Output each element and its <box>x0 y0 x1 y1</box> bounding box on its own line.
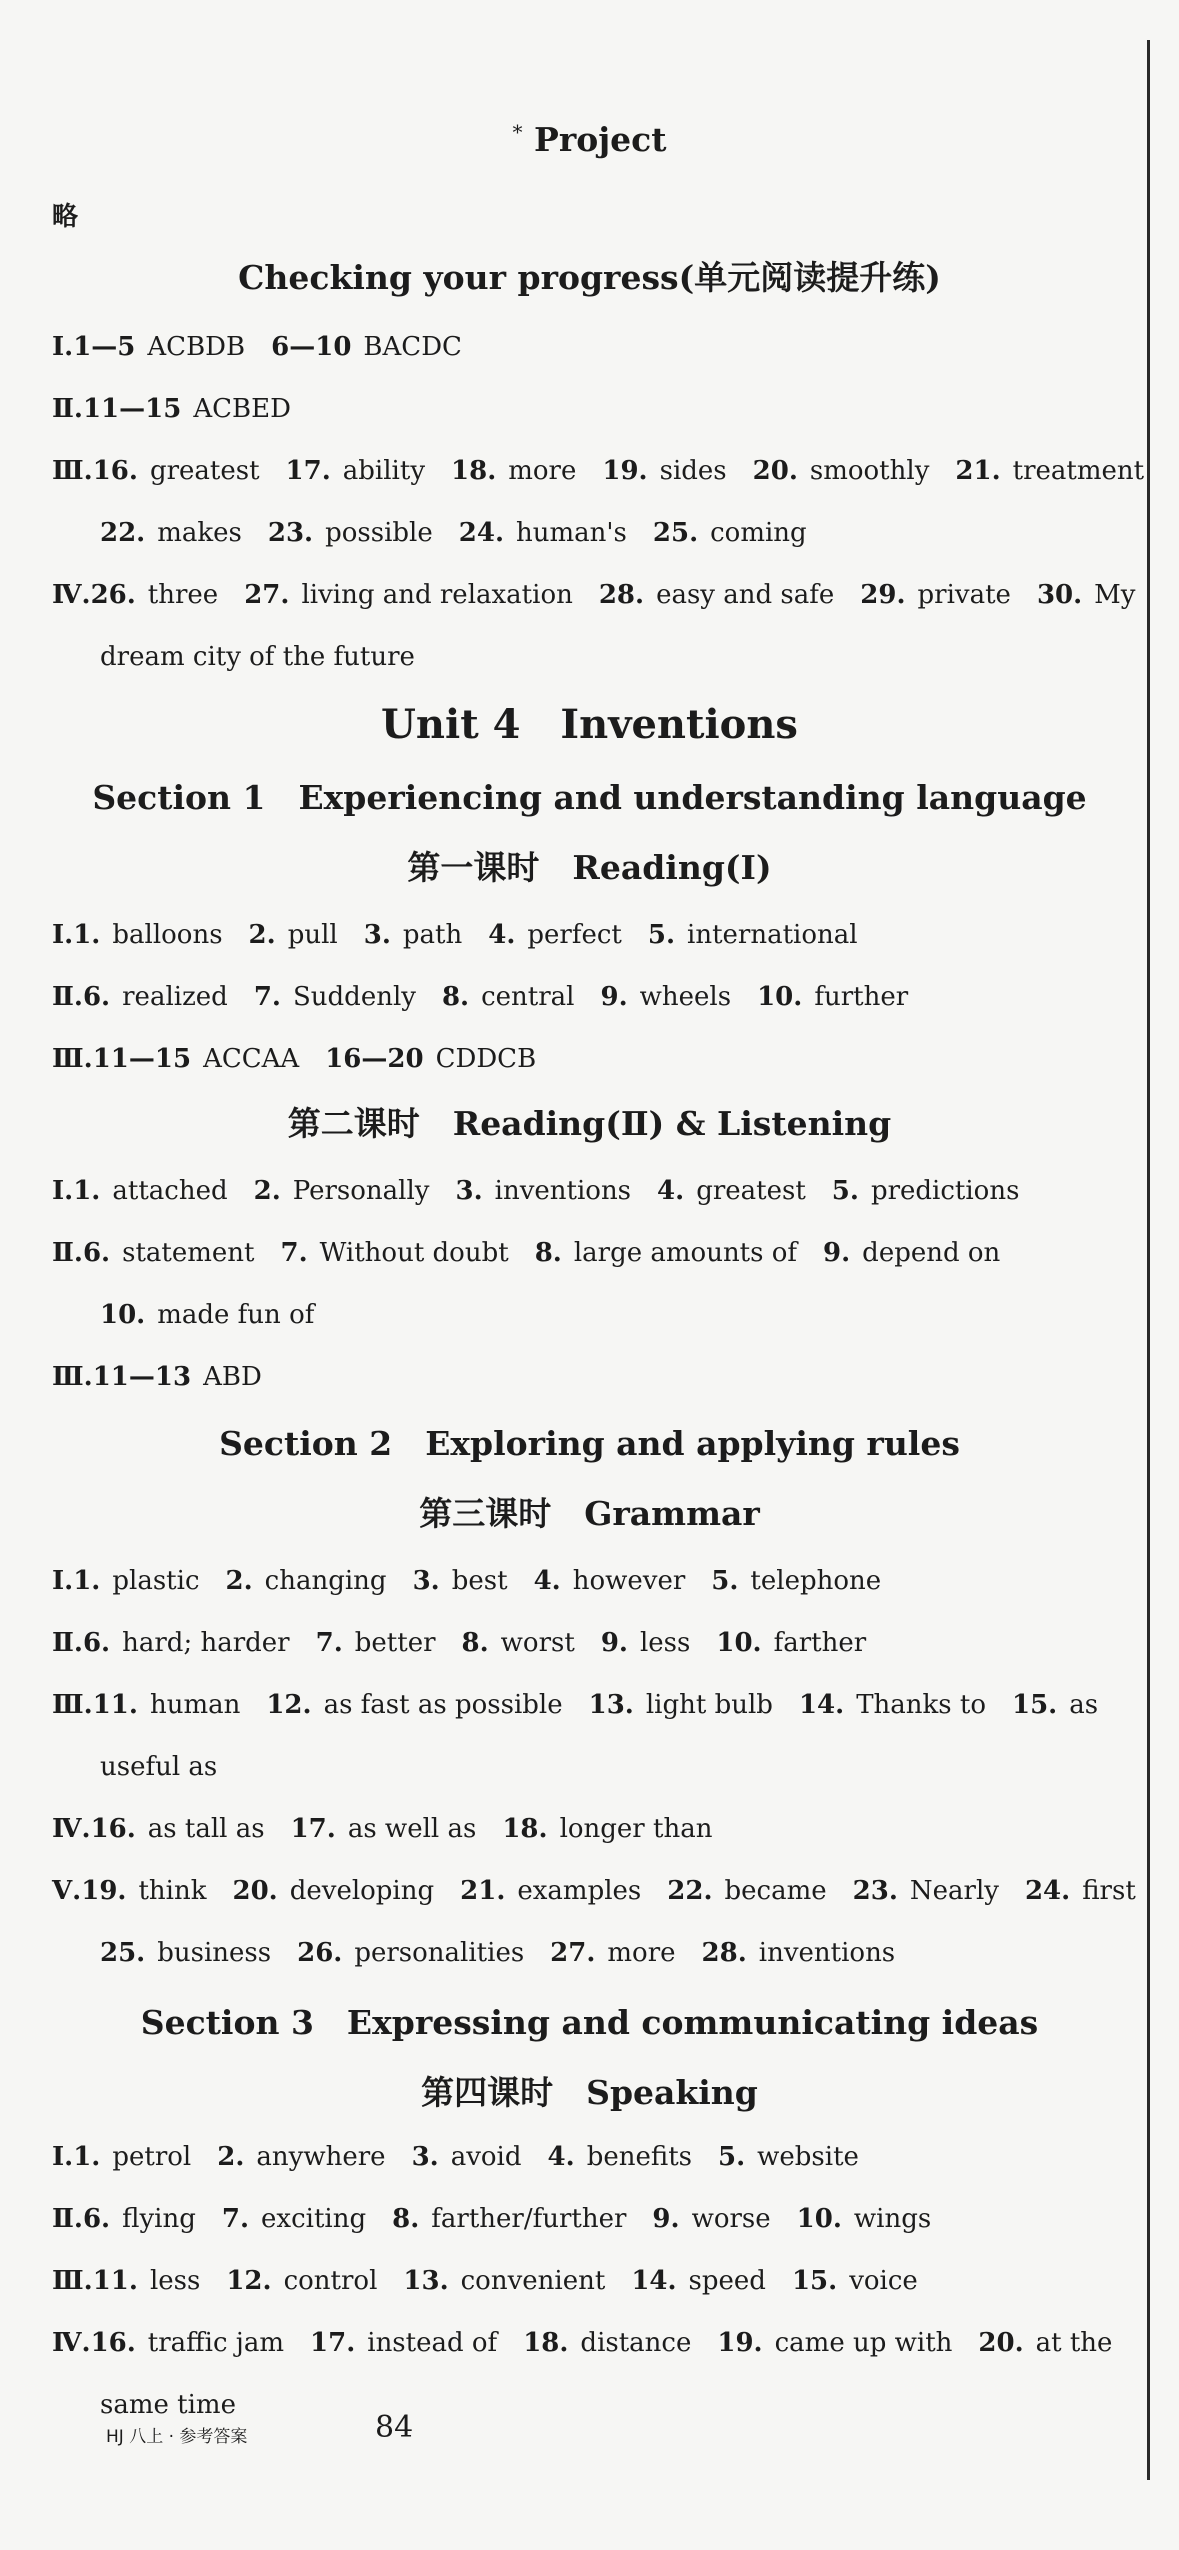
question-number: 2. <box>248 920 276 950</box>
question-number: 19. <box>81 1876 127 1906</box>
answer-line <box>52 1238 1000 1268</box>
answer-line <box>100 642 415 672</box>
roman-numeral: Ⅱ. <box>52 982 83 1012</box>
question-number: 18. <box>523 2328 569 2358</box>
answer-line <box>52 1690 1098 1720</box>
question-number: 30. <box>1036 580 1083 610</box>
answer-text: think <box>138 1876 207 1906</box>
answer-text: first <box>1082 1876 1136 1906</box>
question-number: 4. <box>547 2142 575 2172</box>
answer-text: makes <box>157 518 242 548</box>
answer-text: farther/further <box>431 2204 627 2234</box>
question-number: 11. <box>92 2266 138 2296</box>
question-number: 7. <box>280 1238 308 1268</box>
unit-title: Unit 4 Inventions <box>381 701 798 748</box>
answer-text: ACCAA <box>203 1044 300 1074</box>
question-number: 11—15 <box>82 394 182 424</box>
question-number: 18. <box>502 1814 548 1844</box>
question-number: 7. <box>315 1628 343 1658</box>
roman-numeral: Ⅱ. <box>52 1238 83 1268</box>
answer-text: as <box>1069 1690 1099 1720</box>
answer-text: website <box>757 2142 859 2172</box>
lesson3-heading: 第三课时 Grammar <box>419 1494 760 1533</box>
question-number: 6—10 <box>271 332 352 362</box>
question-number: 23. <box>852 1876 898 1906</box>
question-number: 4. <box>533 1566 561 1596</box>
roman-numeral: Ⅰ. <box>52 2142 74 2172</box>
roman-numeral: Ⅳ. <box>52 2328 91 2358</box>
roman-numeral: Ⅰ. <box>52 332 74 362</box>
roman-numeral: Ⅴ. <box>52 1876 82 1906</box>
question-number: 19. <box>602 456 648 486</box>
answer-line <box>52 1176 1019 1206</box>
answer-text: longer than <box>559 1814 713 1844</box>
answer-text: depend on <box>862 1238 1001 1268</box>
question-number: 22. <box>100 518 146 548</box>
answer-line <box>52 332 462 362</box>
answer-text: as fast as possible <box>323 1690 563 1720</box>
answer-text: developing <box>289 1876 435 1906</box>
question-number: 8. <box>392 2204 420 2234</box>
question-number: 18. <box>451 456 497 486</box>
question-number: 24. <box>1024 1876 1071 1906</box>
answer-text: less <box>149 2266 201 2296</box>
question-number: 3. <box>412 1566 440 1596</box>
question-number: 16. <box>92 456 138 486</box>
question-number: 16. <box>90 1814 136 1844</box>
question-number: 6. <box>82 1238 111 1268</box>
question-number: 9. <box>600 982 628 1012</box>
answer-text: convenient <box>460 2266 606 2296</box>
answer-text: as well as <box>347 1814 477 1844</box>
question-number: 21. <box>460 1876 506 1906</box>
section2-heading: Section 2 Exploring and applying rules <box>219 1424 960 1463</box>
question-number: 11—13 <box>92 1362 192 1392</box>
answer-line <box>52 2328 1112 2358</box>
answer-text: same time <box>100 2390 236 2420</box>
project-note: 略 <box>52 202 79 232</box>
answer-text: flying <box>122 2204 196 2234</box>
roman-numeral: Ⅲ. <box>52 1690 93 1720</box>
answer-text: sides <box>659 456 727 486</box>
question-number: 1. <box>73 920 101 950</box>
question-number: 10. <box>716 1628 762 1658</box>
answer-line <box>52 1566 881 1596</box>
answer-text: further <box>814 982 909 1012</box>
answer-line <box>100 1938 895 1968</box>
question-number: 28. <box>701 1938 747 1968</box>
answer-text: less <box>639 1628 691 1658</box>
answer-text: farther <box>773 1628 867 1658</box>
question-number: 2. <box>225 1566 253 1596</box>
answer-text: distance <box>580 2328 692 2358</box>
question-number: 10. <box>796 2204 842 2234</box>
answer-text: control <box>283 2266 378 2296</box>
answer-text: coming <box>710 518 807 548</box>
roman-numeral: Ⅰ. <box>52 1176 74 1206</box>
roman-numeral: Ⅲ. <box>52 456 93 486</box>
question-number: 7. <box>253 982 281 1012</box>
answer-text: avoid <box>450 2142 522 2172</box>
answer-text: Personally <box>292 1176 430 1206</box>
answer-text: anywhere <box>256 2142 386 2172</box>
answer-line <box>100 1752 217 1782</box>
answer-text: instead of <box>367 2328 498 2358</box>
answer-text: ACBED <box>193 394 291 424</box>
answer-line <box>52 1362 262 1392</box>
question-number: 21. <box>955 456 1001 486</box>
answer-text: Suddenly <box>292 982 416 1012</box>
answer-line <box>100 2390 236 2420</box>
question-number: 6. <box>82 1628 111 1658</box>
answer-text: realized <box>122 982 228 1012</box>
checking-heading: Checking your progress(单元阅读提升练) <box>238 258 941 297</box>
question-number: 1—5 <box>73 332 136 362</box>
question-number: 20. <box>232 1876 278 1906</box>
answer-text: useful as <box>100 1752 218 1782</box>
answer-text: traffic jam <box>147 2328 285 2358</box>
question-number: 9. <box>600 1628 628 1658</box>
answer-text: path <box>402 920 463 950</box>
answer-text: ACBDB <box>147 332 246 362</box>
answer-text: business <box>157 1938 272 1968</box>
question-number: 19. <box>717 2328 763 2358</box>
answer-line <box>52 1628 866 1658</box>
answer-text: changing <box>264 1566 387 1596</box>
question-number: 15. <box>791 2266 838 2296</box>
question-number: 10. <box>100 1300 146 1330</box>
question-number: 4. <box>488 920 516 950</box>
question-number: 4. <box>657 1176 685 1206</box>
question-number: 1. <box>73 1566 101 1596</box>
question-number: 2. <box>217 2142 245 2172</box>
answer-text: plastic <box>112 1566 200 1596</box>
answer-text: international <box>687 920 858 950</box>
question-number: 17. <box>310 2328 356 2358</box>
answer-text: petrol <box>112 2142 192 2172</box>
question-number: 17. <box>290 1814 336 1844</box>
answer-text: private <box>917 580 1011 610</box>
answer-text: more <box>607 1938 676 1968</box>
question-number: 29. <box>860 580 906 610</box>
answer-text: hard; harder <box>122 1628 290 1658</box>
question-number: 5. <box>717 2142 746 2172</box>
answer-line <box>52 2266 918 2296</box>
question-number: 10. <box>757 982 803 1012</box>
answer-text: wheels <box>639 982 732 1012</box>
answer-text: personalities <box>354 1938 525 1968</box>
question-number: 2. <box>253 1176 281 1206</box>
page-edge-line <box>1147 40 1150 2480</box>
answer-text: worst <box>500 1628 575 1658</box>
question-number: 3. <box>363 920 391 950</box>
question-number: 16. <box>90 2328 136 2358</box>
answer-text: large amounts of <box>573 1238 798 1268</box>
question-number: 16—20 <box>325 1044 424 1074</box>
answer-text: wings <box>853 2204 932 2234</box>
lesson2-heading: 第二课时 Reading(Ⅱ) & Listening <box>287 1104 892 1143</box>
section1-heading: Section 1 Experiencing and understanding language <box>92 778 1087 817</box>
answer-text: benefits <box>586 2142 692 2172</box>
roman-numeral: Ⅱ. <box>52 394 83 424</box>
answer-text: became <box>724 1876 827 1906</box>
answer-text: as tall as <box>147 1814 265 1844</box>
question-number: 5. <box>831 1176 859 1206</box>
answer-text: living and relaxation <box>301 580 573 610</box>
answer-text: voice <box>849 2266 918 2296</box>
answer-line <box>100 1300 314 1330</box>
question-number: 20. <box>752 456 798 486</box>
question-number: 22. <box>667 1876 713 1906</box>
answer-text: dream city of the future <box>100 642 415 672</box>
answer-text: ability <box>342 456 426 486</box>
answer-text: My <box>1094 580 1136 610</box>
answer-text: predictions <box>870 1176 1020 1206</box>
answer-text: statement <box>122 1238 255 1268</box>
question-number: 14. <box>631 2266 677 2296</box>
question-number: 8. <box>441 982 470 1012</box>
answer-text: possible <box>325 518 433 548</box>
answer-line <box>52 1044 536 1074</box>
answer-text: made fun of <box>157 1300 315 1330</box>
question-number: 8. <box>461 1628 489 1658</box>
answer-text: light bulb <box>645 1690 773 1720</box>
question-number: 28. <box>598 580 645 610</box>
answer-text: worse <box>691 2204 771 2234</box>
answer-text: ABD <box>203 1362 262 1392</box>
question-number: 23. <box>267 518 314 548</box>
question-number: 3. <box>455 1176 483 1206</box>
project-heading <box>0 120 1179 159</box>
roman-numeral: Ⅲ. <box>52 1044 93 1074</box>
answer-text: at the <box>1035 2328 1113 2358</box>
answer-text: pull <box>287 920 338 950</box>
answer-text: telephone <box>750 1566 882 1596</box>
answer-text: speed <box>688 2266 766 2296</box>
answer-line <box>100 518 807 548</box>
answer-line <box>52 456 1144 486</box>
page-number: 84 <box>375 2410 414 2445</box>
answer-text: exciting <box>261 2204 367 2234</box>
question-number: 13. <box>403 2266 449 2296</box>
answer-text: however <box>572 1566 686 1596</box>
question-number: 17. <box>285 456 331 486</box>
lesson4-heading: 第四课时 Speaking <box>421 2073 758 2112</box>
roman-numeral: Ⅳ. <box>52 1814 91 1844</box>
question-number: 8. <box>534 1238 562 1268</box>
answer-text: smoothly <box>809 456 930 486</box>
answer-text: more <box>508 456 577 486</box>
answer-text: came up with <box>774 2328 953 2358</box>
answer-line <box>52 2204 931 2234</box>
answer-text: greatest <box>696 1176 806 1206</box>
question-number: 26. <box>297 1938 343 1968</box>
question-number: 27. <box>244 580 290 610</box>
question-number: 24. <box>458 518 504 548</box>
question-number: 6. <box>82 982 111 1012</box>
answer-text: perfect <box>527 920 622 950</box>
answer-line <box>52 1814 712 1844</box>
question-number: 9. <box>652 2204 680 2234</box>
question-number: 3. <box>411 2142 439 2172</box>
question-number: 20. <box>978 2328 1024 2358</box>
roman-numeral: Ⅰ. <box>52 920 74 950</box>
question-number: 25. <box>100 1938 146 1968</box>
question-number: 14. <box>798 1690 845 1720</box>
question-number: 9. <box>823 1238 851 1268</box>
question-number: 13. <box>588 1690 634 1720</box>
answer-text: human's <box>516 518 627 548</box>
lesson1-heading: 第一课时 Reading(Ⅰ) <box>407 848 772 887</box>
question-number: 1. <box>73 1176 101 1206</box>
question-number: 27. <box>550 1938 596 1968</box>
answer-text: better <box>354 1628 436 1658</box>
question-number: 25. <box>652 518 699 548</box>
project-star: * <box>512 120 523 144</box>
section3-heading: Section 3 Expressing and communicating ideas <box>140 2003 1039 2042</box>
answer-line <box>52 1876 1136 1906</box>
answer-text: BACDC <box>363 332 462 362</box>
roman-numeral: Ⅰ. <box>52 1566 74 1596</box>
answer-text: Thanks to <box>856 1690 986 1720</box>
question-number: 15. <box>1011 1690 1058 1720</box>
answer-text: central <box>481 982 575 1012</box>
roman-numeral: Ⅱ. <box>52 2204 83 2234</box>
question-number: 1. <box>73 2142 101 2172</box>
answer-text: easy and safe <box>656 580 835 610</box>
question-number: 5. <box>711 1566 739 1596</box>
question-number: 12. <box>266 1690 312 1720</box>
answer-text: balloons <box>112 920 223 950</box>
question-number: 5. <box>647 920 676 950</box>
answer-text: human <box>149 1690 241 1720</box>
answer-text: examples <box>517 1876 642 1906</box>
answer-line <box>52 580 1135 610</box>
answer-text: greatest <box>149 456 260 486</box>
answer-text: CDDCB <box>435 1044 537 1074</box>
footer-label: HJ 八上 · 参考答案 <box>106 2427 248 2447</box>
question-number: 11. <box>92 1690 138 1720</box>
answer-line <box>52 920 858 950</box>
roman-numeral: Ⅲ. <box>52 2266 93 2296</box>
question-number: 26. <box>90 580 136 610</box>
answer-line <box>52 2142 859 2172</box>
answer-text: inventions <box>758 1938 896 1968</box>
answer-line <box>52 982 908 1012</box>
answer-text: treatment <box>1012 456 1145 486</box>
question-number: 12. <box>226 2266 272 2296</box>
question-number: 6. <box>82 2204 111 2234</box>
answer-text: inventions <box>494 1176 632 1206</box>
answer-text: Without doubt <box>319 1238 509 1268</box>
answer-text: three <box>147 580 219 610</box>
roman-numeral: Ⅱ. <box>52 1628 83 1658</box>
roman-numeral: Ⅳ. <box>52 580 91 610</box>
question-number: 11—15 <box>92 1044 192 1074</box>
answer-line <box>52 394 291 424</box>
project-title: Project <box>534 120 667 159</box>
answer-text: attached <box>112 1176 228 1206</box>
answer-text: best <box>451 1566 508 1596</box>
answer-text: Nearly <box>909 1876 999 1906</box>
question-number: 7. <box>221 2204 250 2234</box>
roman-numeral: Ⅲ. <box>52 1362 93 1392</box>
